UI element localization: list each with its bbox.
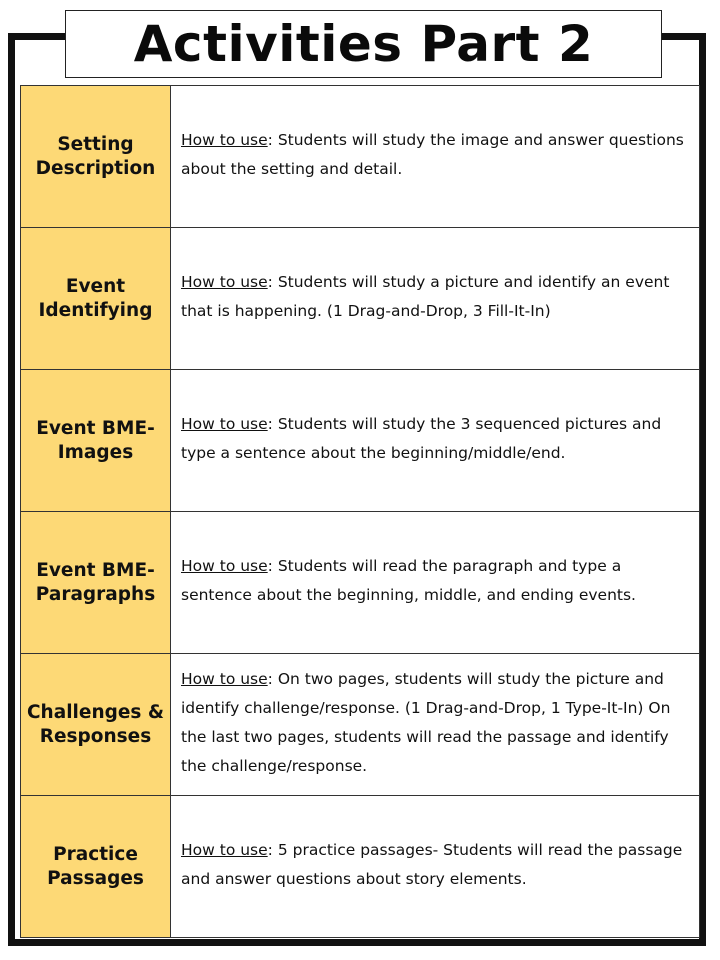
how-to-use-label: How to use bbox=[181, 556, 268, 575]
title-box bbox=[65, 10, 662, 78]
description-text: : Students will study a picture and identify an event that is happening. (1 Drag-and-Drop, 3 Fill-It-In) bbox=[181, 272, 670, 320]
activity-label: Event Identifying bbox=[38, 276, 153, 321]
activity-description-cell bbox=[171, 512, 699, 653]
activity-description-cell bbox=[171, 796, 699, 937]
activity-description bbox=[181, 665, 689, 781]
how-to-use-label: How to use bbox=[181, 669, 268, 688]
how-to-use-label: How to use bbox=[181, 272, 268, 291]
activity-label-cell bbox=[21, 370, 171, 511]
description-text: : Students will read the paragraph and type a sentence about the beginning, middle, and ending events. bbox=[181, 556, 636, 604]
activity-label: Challenges & Responses bbox=[26, 702, 164, 747]
activity-label: Setting Description bbox=[35, 134, 156, 179]
table-row bbox=[21, 512, 699, 654]
how-to-use-label: How to use bbox=[181, 840, 268, 859]
activity-label: Event BME- Paragraphs bbox=[35, 560, 156, 605]
activity-label-cell bbox=[21, 654, 171, 795]
table-row bbox=[21, 796, 699, 937]
activity-label-cell bbox=[21, 86, 171, 227]
activity-label: Practice Passages bbox=[47, 844, 144, 889]
activities-table bbox=[20, 85, 700, 938]
description-text: : On two pages, students will study the picture and identify challenge/response. (1 Drag-and-Drop, 1 Type-It-In) On the last two pages, students will read the passage and identify the challenge/response. bbox=[181, 669, 671, 775]
page-title: Activities Part 2 bbox=[133, 15, 594, 73]
activity-description-cell bbox=[171, 228, 699, 369]
how-to-use-label: How to use bbox=[181, 414, 268, 433]
activity-description bbox=[181, 552, 689, 610]
activity-label: Event BME- Images bbox=[36, 418, 155, 463]
activity-description bbox=[181, 836, 689, 894]
table-row bbox=[21, 370, 699, 512]
activity-label-cell bbox=[21, 796, 171, 937]
activity-label-cell bbox=[21, 512, 171, 653]
description-text: : 5 practice passages- Students will read the passage and answer questions about story elements. bbox=[181, 840, 683, 888]
activity-description bbox=[181, 126, 689, 184]
table-row bbox=[21, 86, 699, 228]
table-row bbox=[21, 228, 699, 370]
activity-description-cell bbox=[171, 654, 699, 795]
activity-description-cell bbox=[171, 86, 699, 227]
activity-label-cell bbox=[21, 228, 171, 369]
activity-description bbox=[181, 410, 689, 468]
description-text: : Students will study the image and answer questions about the setting and detail. bbox=[181, 130, 684, 178]
activity-description bbox=[181, 268, 689, 326]
how-to-use-label: How to use bbox=[181, 130, 268, 149]
table-row bbox=[21, 654, 699, 796]
activity-description-cell bbox=[171, 370, 699, 511]
description-text: : Students will study the 3 sequenced pictures and type a sentence about the beginning/middle/end. bbox=[181, 414, 662, 462]
